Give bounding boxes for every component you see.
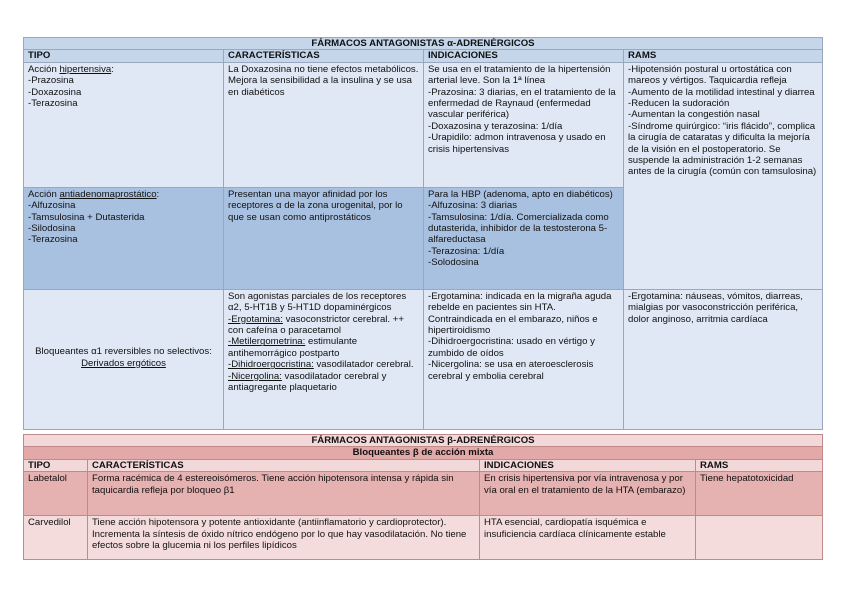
beta-header-rams: RAMS [696,459,823,471]
beta-table-title: FÁRMACOS ANTAGONISTAS β-ADRENÉRGICOS [24,435,823,447]
alpha-row3-rams: -Ergotamina: náuseas, vómitos, diarreas, mialgias por vasoconstricción periférica, dolor anginoso, arritmia cardíaca [624,289,823,429]
beta-header-caracteristicas: CARACTERÍSTICAS [88,459,480,471]
beta-row-labetalol-caracteristicas: Forma racémica de 4 estereoisómeros. Tiene acción hipotensora intensa y rápida sin taquicardia refleja por bloqueo β1 [88,472,480,516]
alpha-row3-indicaciones: -Ergotamina: indicada en la migraña aguda rebelde en pacientes sin HTA. Contraindicada en el embarazo, niños e hipertiroidismo -Dihidroergocristina: usado en vértigo y zumbido de oídos -Nicergolina: se usa en ateroesclerosis cerebral y embolia cerebral [424,289,624,429]
beta-table-subtitle: Bloqueantes β de acción mixta [24,447,823,459]
beta-row-carvedilol-caracteristicas: Tiene acción hipotensora y potente antioxidante (antiinflamatorio y cardioprotector). Incrementa la síntesis de óxido nítrico endógeno por lo que hay vasodilatación. No tiene efectos sobre la glucemia ni los perfiles lipídicos [88,516,480,560]
alpha-header-rams: RAMS [624,50,823,62]
beta-row-carvedilol-tipo: Carvedilol [24,516,88,560]
alpha-row1-indicaciones: Se usa en el tratamiento de la hipertensión arterial leve. Son la 1ª línea -Prazosina: 3 diarias, en el tratamiento de la enfermedad de Raynaud (enfermedad vascular periférica) -Doxazosina y terazosina: 1/día -Urapidilo: admon intravenosa y usado en crisis hipertensivas [424,62,624,187]
beta-row-carvedilol-rams [696,516,823,560]
alpha-antagonists-table [23,37,823,430]
beta-row-carvedilol-indicaciones: HTA esencial, cardiopatía isquémica e insuficiencia cardíaca clínicamente estable [480,516,696,560]
beta-antagonists-table [23,434,823,560]
beta-row-labetalol-rams: Tiene hepatotoxicidad [696,472,823,516]
alpha-rams-cell: -Hipotensión postural u ortostática con mareos y vértigos. Taquicardia refleja -Aumento de la motilidad intestinal y diarrea -Reducen la sudoración -Aumentan la congestión nasal -Síndrome quirúrgico: “iris flácido”, complica la cirugía de cataratas y dificulta la mejoría de la visión en el postoperatorio. Se suspende la administración 1-2 semanas antes de la cirugía (común con tamsulosina) [624,62,823,289]
alpha-row2-caracteristicas: Presentan una mayor afinidad por los receptores α de la zona urogenital, por lo que se usan como antiprostáticos [224,187,424,289]
beta-row-labetalol-tipo: Labetalol [24,472,88,516]
alpha-row3-tipo: Bloqueantes α1 reversibles no selectivos: Derivados ergóticos [24,289,224,429]
alpha-header-caracteristicas: CARACTERÍSTICAS [224,50,424,62]
alpha-row1-tipo: Acción hipertensiva: -Prazosina -Doxazosina -Terazosina [24,62,224,187]
alpha-table-title: FÁRMACOS ANTAGONISTAS α-ADRENÉRGICOS [24,38,823,50]
alpha-row2-indicaciones: Para la HBP (adenoma, apto en diabéticos) -Alfuzosina: 3 diarias -Tamsulosina: 1/día. Comercializada como dutasterida, inhibidor de la testosterona 5-alfareductasa -Terazosina: 1/día -Solodosina [424,187,624,289]
beta-row-labetalol-indicaciones: En crisis hipertensiva por vía intravenosa y por vía oral en el tratamiento de la HTA (embarazo) [480,472,696,516]
alpha-row3-caracteristicas: Son agonistas parciales de los receptores α2, 5-HT1B y 5-HT1D dopaminérgicos -Ergotamina: vasoconstrictor cerebral. ++ con cafeína o paracetamol -Metilergometrina: estimulante antihemorrágico postparto -Dihidroergocristina: vasodilatador cerebral. -Nicergolina: vasodilatador cerebral y antiagregante plaquetario [224,289,424,429]
alpha-row1-caracteristicas: La Doxazosina no tiene efectos metabólicos. Mejora la sensibilidad a la insulina y se usa en diabéticos [224,62,424,187]
beta-header-indicaciones: INDICACIONES [480,459,696,471]
alpha-header-indicaciones: INDICACIONES [424,50,624,62]
alpha-row2-tipo: Acción antiadenomaprostático: -Alfuzosina -Tamsulosina + Dutasterida -Silodosina -Terazosina [24,187,224,289]
beta-header-tipo: TIPO [24,459,88,471]
alpha-header-tipo: TIPO [24,50,224,62]
